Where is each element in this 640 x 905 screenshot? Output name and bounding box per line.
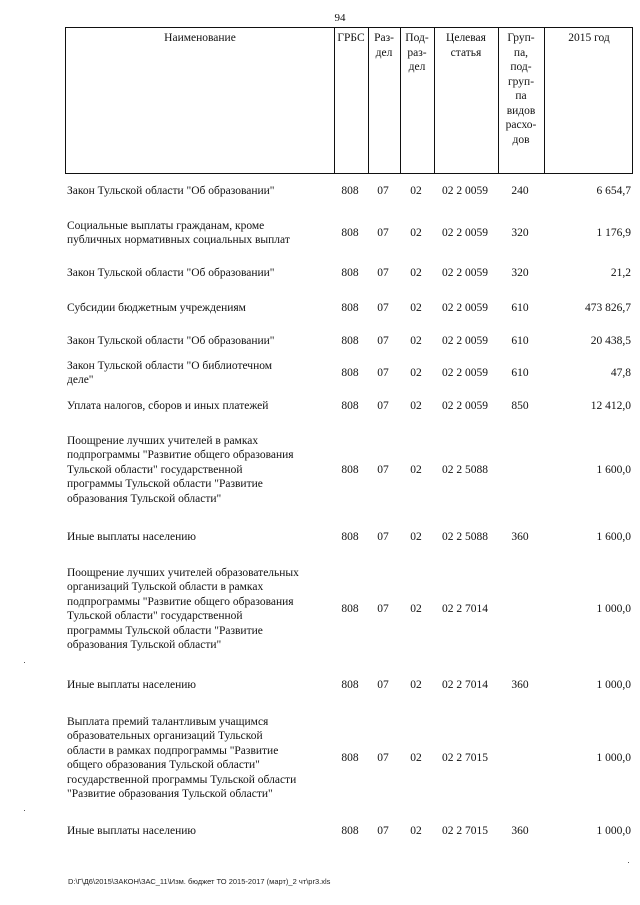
row-name-line: программы Тульской области "Развитие [67, 624, 263, 637]
cell-pr: 02 [410, 226, 422, 239]
row-name-line: Тульской области" государственной [67, 463, 243, 476]
table-row [65, 399, 633, 414]
row-name-line: Иные выплаты населению [67, 678, 196, 691]
cell-rz: 07 [377, 266, 389, 279]
header-line: па [515, 90, 527, 102]
header-line: под- [510, 61, 532, 73]
cell-vr: 850 [511, 399, 529, 412]
row-name [67, 334, 335, 349]
row-name-line: публичных нормативных социальных выплат [67, 234, 290, 246]
row-name [67, 359, 335, 388]
cell-pr: 02 [410, 334, 422, 347]
header-line: Раз- [374, 32, 394, 44]
cell-grbs: 808 [341, 463, 359, 476]
cell-cs: 02 2 0059 [442, 366, 488, 379]
row-name [67, 824, 335, 839]
header-line: дел [408, 61, 426, 73]
row-name-line: Закон Тульской области "О библиотечном [67, 359, 273, 372]
cell-amount: 1 000,0 [596, 678, 631, 691]
cell-grbs: 808 [341, 824, 359, 837]
cell-amount: 1 000,0 [596, 602, 631, 615]
cell-pr: 02 [410, 751, 422, 764]
cell-grbs: 808 [341, 334, 359, 347]
table-header [65, 27, 633, 174]
cell-cs: 02 2 7014 [442, 678, 488, 691]
table-row [65, 530, 633, 545]
header-razdel [368, 28, 400, 173]
cell-vr: 610 [511, 301, 529, 314]
cell-rz: 07 [377, 301, 389, 314]
cell-grbs: 808 [341, 301, 359, 314]
table-row [65, 566, 633, 653]
row-name [67, 219, 335, 248]
cell-grbs: 808 [341, 366, 359, 379]
cell-pr: 02 [410, 266, 422, 279]
header-line: Под- [405, 32, 429, 44]
row-name [67, 715, 335, 802]
table-row [65, 266, 633, 281]
cell-pr: 02 [410, 602, 422, 615]
row-name [67, 266, 335, 281]
row-name-line: Закон Тульской области "Об образовании" [67, 334, 275, 347]
row-name-line: деле" [67, 374, 94, 386]
page-number: 94 [334, 12, 346, 24]
table-row [65, 334, 633, 349]
cell-cs: 02 2 7015 [442, 751, 488, 764]
cell-amount: 473 826,7 [585, 301, 631, 314]
header-name: Наименование [164, 32, 236, 44]
row-name-line: государственной программы Тульской области [67, 773, 297, 786]
header-year: 2015 год [568, 32, 610, 44]
row-name-line: организаций Тульской области в рамках [67, 581, 264, 593]
cell-amount: 1 000,0 [596, 751, 631, 764]
header-line: дел [375, 46, 393, 59]
row-name-line: программы Тульской области "Развитие [67, 478, 263, 491]
cell-pr: 02 [410, 463, 422, 476]
header-line: дов [512, 133, 530, 146]
table-row [65, 184, 633, 199]
row-name [67, 301, 335, 316]
table-row [65, 219, 633, 248]
row-name-line: Тульской области" государственной [67, 610, 243, 622]
row-name-line: Социальные выплаты гражданам, кроме [67, 219, 265, 232]
row-name-line: Поощрение лучших учителей образовательных [67, 566, 299, 579]
cell-cs: 02 2 0059 [442, 334, 488, 347]
cell-amount: 12 412,0 [590, 399, 631, 412]
cell-cs: 02 2 0059 [442, 226, 488, 239]
cell-grbs: 808 [341, 226, 359, 239]
row-name-line: Закон Тульской области "Об образовании" [67, 266, 275, 279]
cell-cs: 02 2 0059 [442, 184, 488, 197]
cell-pr: 02 [410, 399, 422, 412]
cell-grbs: 808 [341, 751, 359, 764]
cell-grbs: 808 [341, 602, 359, 615]
cell-rz: 07 [377, 751, 389, 764]
cell-cs: 02 2 5088 [442, 530, 488, 543]
file-path-footer: D:\Г\Д6\2015\ЗАКОН\ЗАС_11\Изм. бюджет ТО 2015-2017 (март)_2 чт\pr3.xls [68, 877, 331, 886]
cell-vr: 610 [511, 334, 529, 347]
header-target-article [434, 28, 498, 173]
row-name-line: Закон Тульской области "Об образовании" [67, 184, 275, 197]
header-line: статья [450, 46, 482, 59]
cell-rz: 07 [377, 678, 389, 691]
row-name-line: "Развитие образования Тульской области" [67, 788, 273, 800]
cell-rz: 07 [377, 334, 389, 347]
cell-grbs: 808 [341, 530, 359, 543]
table-row [65, 715, 633, 802]
row-name-line: подпрограммы "Развитие общего образования [67, 595, 294, 608]
cell-rz: 07 [377, 602, 389, 615]
cell-pr: 02 [410, 824, 422, 837]
row-name [67, 184, 335, 199]
cell-cs: 02 2 7015 [442, 824, 488, 837]
cell-pr: 02 [410, 530, 422, 543]
cell-rz: 07 [377, 226, 389, 239]
cell-amount: 1 600,0 [596, 463, 631, 476]
row-name [67, 399, 335, 414]
table-row [65, 678, 633, 693]
row-name-line: Иные выплаты населению [67, 530, 196, 543]
header-expense-group [498, 28, 544, 173]
row-name [67, 678, 335, 693]
row-name-line: образования Тульской области" [67, 639, 222, 651]
row-name-line: общего образования Тульской области" [67, 759, 260, 771]
row-name-line: Иные выплаты населению [67, 824, 196, 837]
cell-pr: 02 [410, 184, 422, 197]
header-line: раз- [407, 46, 427, 59]
cell-amount: 1 000,0 [596, 824, 631, 837]
cell-pr: 02 [410, 678, 422, 691]
cell-grbs: 808 [341, 678, 359, 691]
row-name-line: подпрограммы "Развитие общего образования [67, 449, 294, 462]
cell-rz: 07 [377, 824, 389, 837]
cell-amount: 20 438,5 [590, 334, 631, 347]
cell-vr: 360 [511, 678, 529, 691]
cell-vr: 240 [511, 184, 529, 197]
header-line: Груп- [507, 32, 535, 44]
header-line: груп- [507, 75, 535, 88]
header-line: расхо- [505, 119, 537, 131]
row-name-line: образовательных организаций Тульской [67, 730, 263, 742]
cell-vr: 320 [511, 266, 529, 279]
cell-cs: 02 2 7014 [442, 602, 488, 615]
cell-rz: 07 [377, 184, 389, 197]
cell-vr: 320 [511, 226, 529, 239]
cell-grbs: 808 [341, 184, 359, 197]
cell-rz: 07 [377, 366, 389, 379]
cell-vr: 360 [511, 530, 529, 543]
header-line: видов [506, 104, 536, 117]
cell-amount: 1 600,0 [596, 530, 631, 543]
cell-amount: 1 176,9 [596, 226, 631, 239]
cell-amount: 6 654,7 [596, 184, 631, 197]
row-name-line: области в рамках подпрограммы "Развитие [67, 744, 279, 757]
cell-vr: 610 [511, 366, 529, 379]
cell-rz: 07 [377, 399, 389, 412]
row-name-line: Выплата премий талантливым учащимся [67, 715, 269, 728]
row-name-line: Поощрение лучших учителей в рамках [67, 434, 259, 447]
cell-cs: 02 2 5088 [442, 463, 488, 476]
cell-amount: 47,8 [610, 366, 631, 379]
cell-rz: 07 [377, 463, 389, 476]
cell-rz: 07 [377, 530, 389, 543]
cell-cs: 02 2 0059 [442, 301, 488, 314]
table-row [65, 824, 633, 839]
row-name [67, 566, 335, 653]
row-name-line: образования Тульской области" [67, 492, 222, 505]
row-name [67, 530, 335, 545]
header-line: па, [513, 46, 529, 59]
table-row [65, 301, 633, 316]
cell-pr: 02 [410, 301, 422, 314]
header-grbs: ГРБС [337, 32, 365, 44]
row-name [67, 434, 335, 507]
cell-pr: 02 [410, 366, 422, 379]
row-name-line: Субсидии бюджетным учреждениям [67, 301, 246, 314]
header-line: Целевая [446, 32, 486, 44]
header-podrazdel [400, 28, 434, 173]
cell-grbs: 808 [341, 266, 359, 279]
cell-cs: 02 2 0059 [442, 266, 488, 279]
cell-vr: 360 [511, 824, 529, 837]
row-name-line: Уплата налогов, сборов и иных платежей [67, 399, 269, 412]
table-row [65, 359, 633, 388]
cell-cs: 02 2 0059 [442, 399, 488, 412]
table-row [65, 434, 633, 507]
cell-grbs: 808 [341, 399, 359, 412]
cell-amount: 21,2 [610, 266, 631, 279]
